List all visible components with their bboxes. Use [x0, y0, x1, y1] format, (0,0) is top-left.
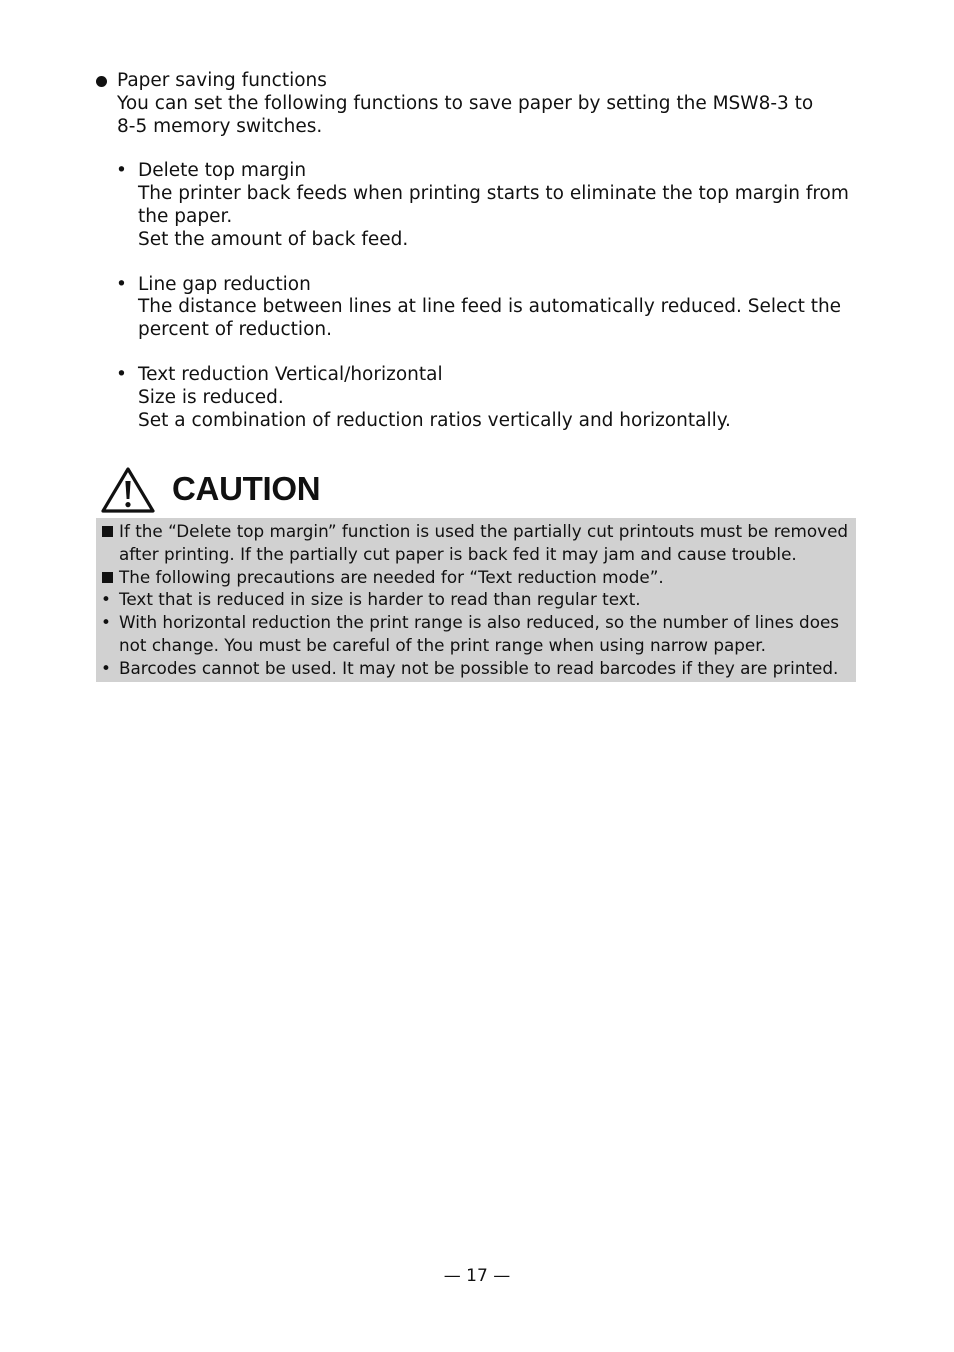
caution-item	[100, 588, 852, 611]
caution-item	[100, 566, 852, 589]
section-heading: Paper saving functions	[117, 70, 327, 91]
function-line-gap-reduction	[96, 274, 858, 342]
page-number: — 17 —	[443, 1266, 511, 1286]
bullet-icon: •	[101, 657, 111, 678]
function-description-line: Size is reduced.	[138, 386, 284, 408]
caution-header	[100, 466, 500, 514]
function-description-line: percent of reduction.	[138, 319, 332, 341]
function-text-reduction	[96, 364, 858, 432]
function-description-line: Set the amount of back feed.	[138, 228, 409, 250]
caution-item	[100, 520, 852, 566]
bullet-icon: •	[116, 363, 127, 385]
caution-item	[100, 611, 852, 657]
square-bullet-icon	[102, 526, 113, 537]
warning-triangle-icon	[100, 466, 156, 514]
caution-line: not change. You must be careful of the print range when using narrow paper.	[119, 634, 766, 655]
paper-saving-item	[96, 70, 858, 138]
intro-line-1: You can set the following functions to save paper by setting the MSW8-3 to	[117, 92, 814, 114]
function-title: Delete top margin	[138, 160, 307, 182]
function-description-line: The distance between lines at line feed is automatically reduced. Select the	[138, 296, 842, 318]
function-description-line: The printer back feeds when printing starts to eliminate the top margin from	[138, 183, 849, 205]
function-title: Line gap reduction	[138, 273, 311, 295]
caution-line: Text that is reduced in size is harder to read than regular text.	[119, 589, 641, 610]
filled-circle-bullet-icon	[96, 76, 107, 87]
function-list	[96, 160, 858, 432]
function-description-line: the paper.	[138, 205, 233, 227]
caution-line: With horizontal reduction the print range is also reduced, so the number of lines does	[119, 612, 840, 633]
caution-box	[96, 518, 856, 682]
square-bullet-icon	[102, 572, 113, 583]
bullet-icon: •	[116, 273, 127, 295]
bullet-icon: •	[101, 589, 111, 610]
intro-line-2: 8-5 memory switches.	[117, 115, 323, 137]
caution-line: If the “Delete top margin” function is used the partially cut printouts must be removed	[119, 521, 849, 541]
function-description-line: Set a combination of reduction ratios vertically and horizontally.	[138, 409, 731, 431]
function-delete-top-margin	[96, 160, 858, 251]
function-title: Text reduction Vertical/horizontal	[138, 363, 443, 385]
caution-title: CAUTION	[172, 470, 321, 507]
bullet-icon: •	[101, 612, 111, 633]
caution-line: Barcodes cannot be used. It may not be possible to read barcodes if they are printed.	[119, 657, 839, 678]
caution-item	[100, 657, 852, 680]
bullet-icon: •	[116, 160, 127, 182]
caution-line: The following precautions are needed for “Text reduction mode”.	[119, 566, 664, 587]
paper-saving-section	[96, 70, 858, 454]
caution-line: after printing. If the partially cut paper is back fed it may jam and cause trouble.	[119, 543, 797, 564]
